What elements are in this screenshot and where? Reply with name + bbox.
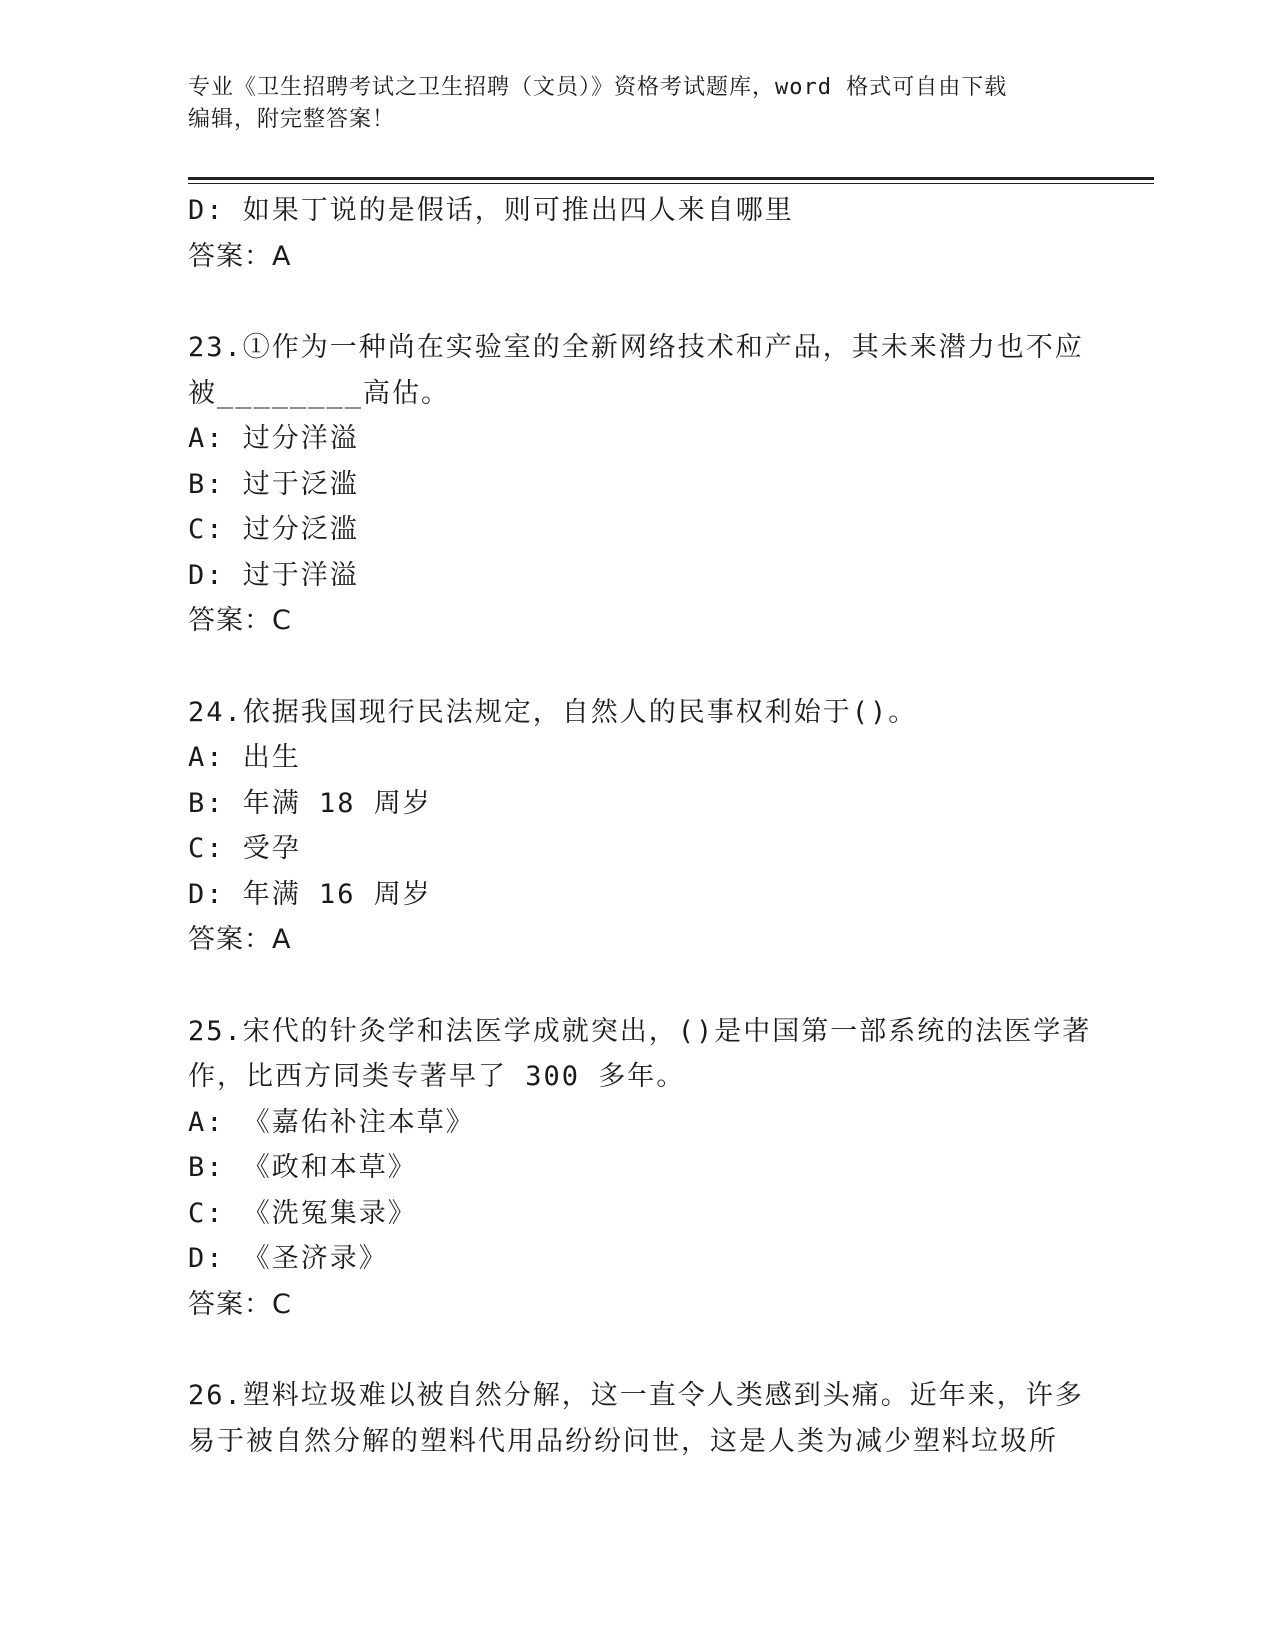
question-24 (188, 690, 1088, 963)
spacer (188, 963, 1088, 1009)
question-stem-line: 26.塑料垃圾难以被自然分解，这一直令人类感到头痛。近年来，许多 (188, 1380, 1084, 1411)
header-divider (188, 177, 1154, 180)
question-stem-line: 作，比西方同类专著早了 300 多年。 (188, 1061, 686, 1092)
option-c: C: 过分泛滥 (188, 514, 359, 545)
option-a: A: 过分洋溢 (188, 423, 359, 454)
header-line-2: 编辑，附完整答案！ (188, 107, 396, 132)
question-stem-line: 24.依据我国现行民法规定，自然人的民事权利始于()。 (188, 696, 918, 728)
question-25 (188, 1009, 1092, 1328)
question-stem-line: 25.宋代的针灸学和法医学成就突出，()是中国第一部系统的法医学著 (188, 1015, 1092, 1047)
question-list (188, 188, 1092, 1464)
option-b: B: 年满 18 周岁 (188, 787, 432, 819)
answer: 答案：A (188, 240, 292, 272)
option-c: C: 受孕 (188, 833, 301, 864)
header-divider-thin (188, 183, 1154, 184)
answer: 答案：A (188, 924, 292, 955)
spacer (188, 279, 1088, 325)
option-d: D: 年满 16 周岁 (188, 878, 432, 910)
option-c: C: 《洗冤集录》 (188, 1197, 417, 1229)
question-stem-line: 被________高估。 (188, 377, 451, 409)
header-line-1: 专业《卫生招聘考试之卫生招聘（文员）》资格考试题库，word 格式可自由下载 (188, 75, 1008, 100)
answer: 答案：C (188, 605, 292, 636)
answer: 答案：C (188, 1288, 292, 1320)
option-a: A: 《嘉佑补注本草》 (188, 1106, 475, 1138)
spacer (188, 1327, 1088, 1373)
option-b: B: 《政和本草》 (188, 1152, 417, 1183)
option-d: D: 如果丁说的是假话，则可推出四人来自哪里 (188, 195, 794, 226)
option-b: B: 过于泛滥 (188, 468, 359, 500)
page-header (188, 72, 1088, 136)
option-d: D: 《圣济录》 (188, 1243, 388, 1274)
option-a: A: 出生 (188, 742, 301, 773)
question-26 (188, 1373, 1088, 1464)
option-d: D: 过于洋溢 (188, 559, 359, 591)
question-stem-line: 23.①作为一种尚在实验室的全新网络技术和产品，其未来潜力也不应 (188, 332, 1084, 363)
question-23 (188, 325, 1088, 644)
question-stem-line: 易于被自然分解的塑料代用品纷纷问世，这是人类为减少塑料垃圾所 (188, 1425, 1058, 1457)
spacer (188, 644, 1088, 690)
